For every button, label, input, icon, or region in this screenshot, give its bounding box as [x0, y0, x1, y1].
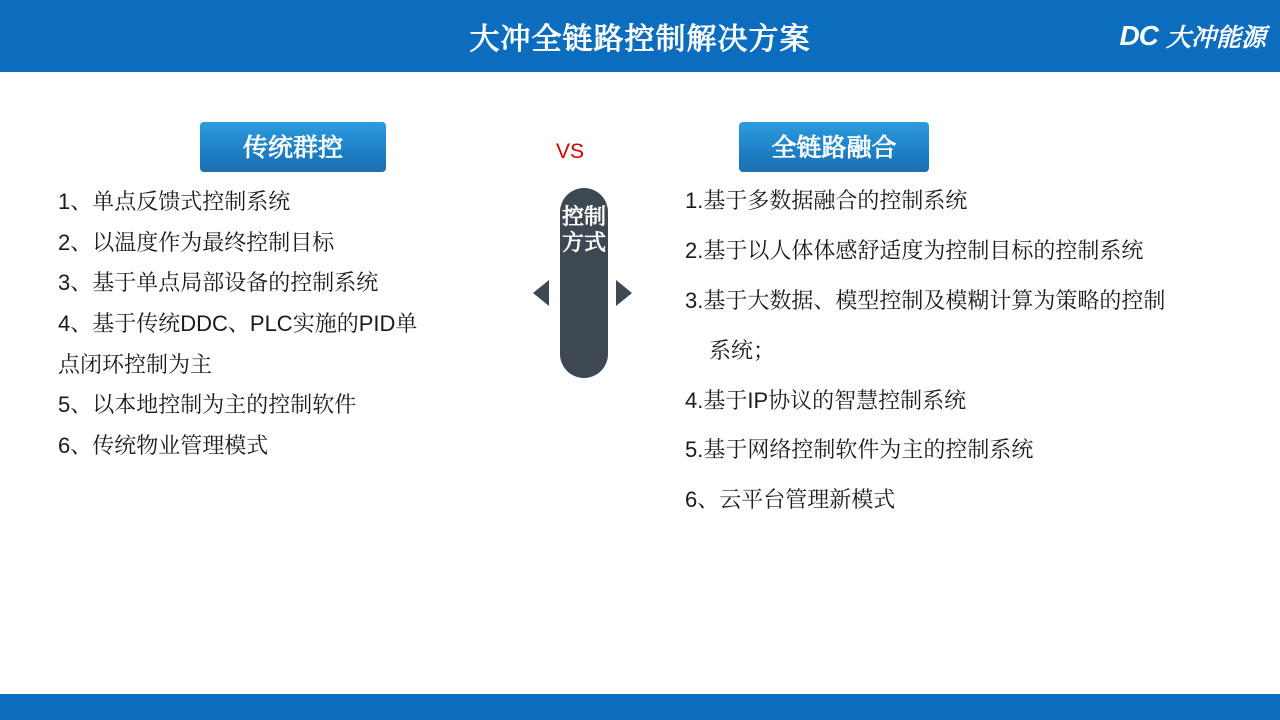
list-item: 1、单点反馈式控制系统	[58, 189, 291, 214]
list-item: 点闭环控制为主	[58, 351, 213, 377]
list-item: 2.基于以人体体感舒适度为控制目标的控制系统	[685, 237, 1144, 263]
list-item: 5.基于网络控制软件为主的控制系统	[685, 437, 1034, 463]
list-item: 3、基于单点局部设备的控制系统	[58, 270, 379, 296]
slide-content	[0, 72, 1280, 694]
vs-label: VS	[556, 140, 585, 163]
left-list	[58, 182, 538, 467]
logo-company-name: 大冲能源	[1165, 24, 1266, 52]
list-item: 6、传统物业管理模式	[58, 433, 269, 459]
center-capsule-label: 控制方式	[560, 188, 608, 378]
logo-mark-text: DC	[1119, 20, 1158, 51]
left-column-badge: 传统群控	[200, 122, 386, 172]
list-item: 4、基于传统DDC、PLC实施的PID单	[58, 311, 418, 337]
list-item: 系统；	[709, 337, 776, 363]
right-column-badge: 全链路融合	[739, 122, 929, 172]
list-item: 6、云平台管理新模式	[685, 487, 896, 513]
slide-footer-bar	[0, 694, 1280, 720]
list-item: 1.基于多数据融合的控制系统	[685, 188, 968, 213]
arrow-right-icon	[616, 280, 632, 306]
list-item: 3.基于大数据、模型控制及模糊计算为策略的控制	[685, 287, 1166, 313]
list-item: 5、以本地控制为主的控制软件	[58, 392, 357, 418]
right-list	[685, 180, 1280, 529]
company-logo	[1120, 18, 1266, 54]
page-title: 大冲全链路控制解决方案	[469, 23, 811, 56]
list-item: 4.基于IP协议的智慧控制系统	[685, 387, 967, 413]
slide-header	[0, 0, 1280, 72]
list-item: 2、以温度作为最终控制目标	[58, 229, 335, 255]
